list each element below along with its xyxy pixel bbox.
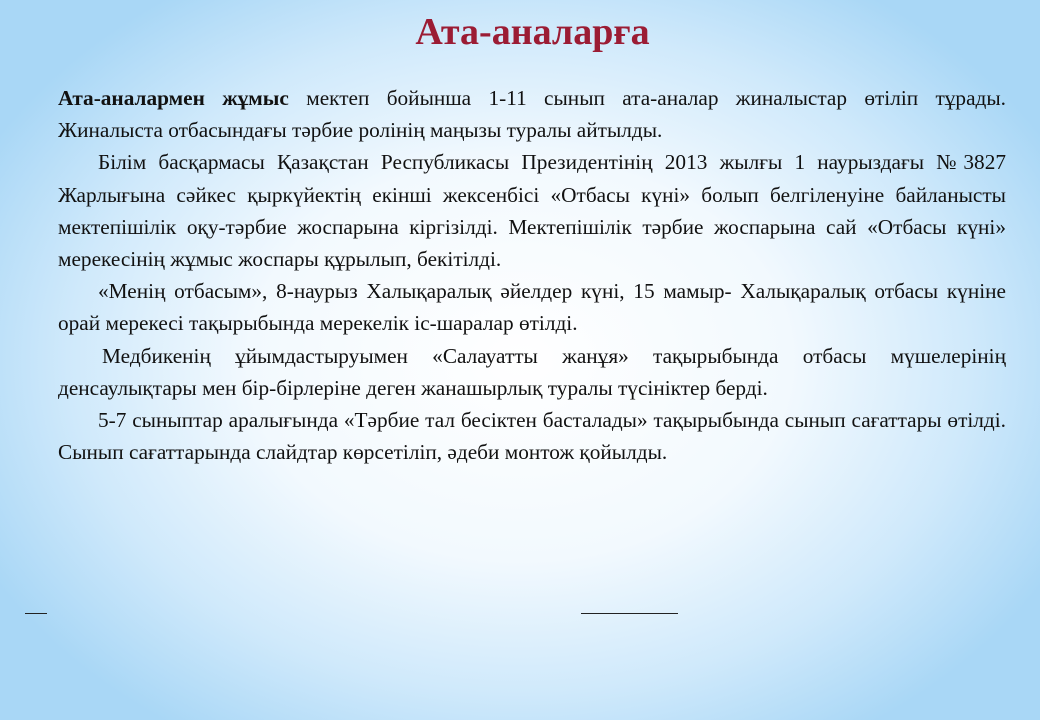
slide-body <box>58 82 1006 468</box>
paragraph-lead: Ата-аналармен жұмыс <box>58 86 289 110</box>
paragraph-family-day: Білім басқармасы Қазақстан Республикасы Президентінің 2013 жылғы 1 наурыздағы №3827 Жарлығына сәйкес қыркүйектің екінші жексенбісі «Отбасы күні» болып белгіленуіне байланысты мектепішілік оқу-тәрбие жоспарына кіргізілді. Мектепішілік тәрбие жоспарына сай «Отбасы күні» мерекесінің жұмыс жоспары құрылып, бекітілді. <box>58 150 1006 272</box>
paragraph-text: мектеп бойынша 1-11 сынып ата-аналар жиналыстар өтіліп тұрады. Жиналыста отбасындағы тәрбие ролінің маңызы туралы айтылды. <box>58 86 1006 143</box>
paragraph-parents-meetings <box>58 82 1006 146</box>
divider-line-left <box>25 613 47 614</box>
divider-line-right <box>581 613 678 614</box>
paragraph-class-hours: 5-7 сыныптар аралығында «Тәрбие тал бесіктен басталады» тақырыбында сынып сағаттары өтілді. Сынып сағаттарында слайдтар көрсетіліп, әдеби монтож қойылды. <box>58 408 1006 465</box>
paragraph-healthy-family: Медбикенің ұйымдастыруымен «Салауатты жанұя» тақырыбында отбасы мүшелерінің денсаулықтары мен бір-бірлеріне деген жанашырлық туралы түсініктер берді. <box>58 343 1006 400</box>
slide-title: Ата-аналарға <box>415 11 650 53</box>
paragraph-holidays: «Менің отбасым», 8-наурыз Халықаралық әйелдер күні, 15 мамыр- Халықаралық отбасы күніне орай мерекесі тақырыбында мерекелік іс-шаралар өтілді. <box>58 279 1006 336</box>
